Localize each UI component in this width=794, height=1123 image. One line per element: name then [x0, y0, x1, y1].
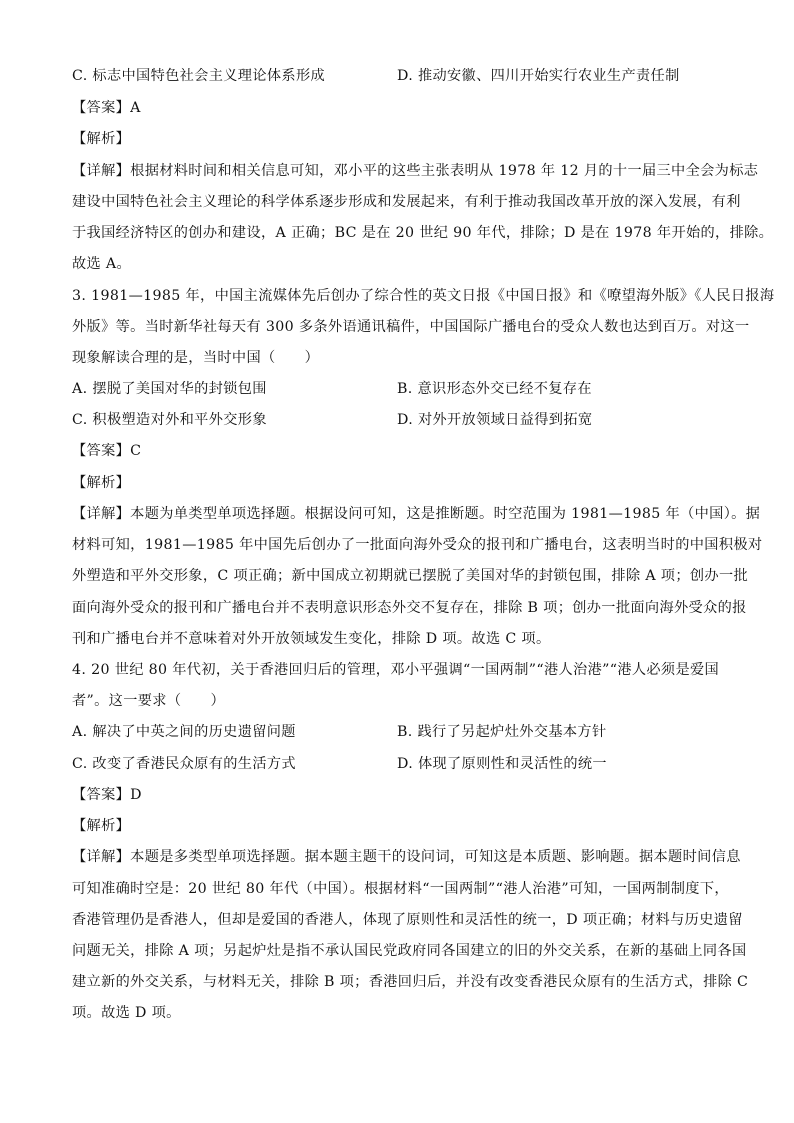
q4-stem-line: 4. 20 世纪 80 年代初，关于香港回归后的管理，邓小平强调“一国两制”“港人治港”“港人必须是爱国 [72, 662, 720, 678]
q2-analysis-label: 【解析】 [72, 131, 131, 147]
q2-option-d: D. 推动安徽、四川开始实行农业生产责任制 [397, 68, 680, 84]
q4-analysis-label: 【解析】 [72, 818, 131, 834]
q2-answer: 【答案】A [72, 100, 141, 116]
q3-detail-line: 【详解】本题为单类型单项选择题。根据设问可知，这是推断题。时空范围为 1981—1985 年（中国）。据 [72, 506, 761, 522]
q3-detail-line: 刊和广播电台并不意味着对外开放领域发生变化，排除 D 项。故选 C 项。 [72, 631, 551, 647]
q3-stem-line: 外版》等。当时新华社每天有 300 多条外语通讯稿件，中国国际广播电台的受众人数也达到百万。对这一 [72, 319, 750, 335]
q4-answer: 【答案】D [72, 787, 142, 803]
q3-stem-line: 3. 1981—1985 年，中国主流媒体先后创办了综合性的英文日报《中国日报》和《嘹望海外版》《人民日报海 [72, 288, 775, 304]
q4-detail-line: 香港管理仍是香港人，但却是爱国的香港人，体现了原则性和灵活性的统一，D 项正确；材料与历史遗留 [72, 912, 743, 928]
q4-stem-line: 者”。这一要求（ ） [72, 693, 225, 709]
q3-detail-line: 材料可知，1981—1985 年中国先后创办了一批面向海外受众的报刊和广播电台，这表明当时的中国积极对 [72, 537, 763, 553]
q4-option-c: C. 改变了香港民众原有的生活方式 [72, 756, 296, 772]
q3-answer: 【答案】C [72, 443, 142, 459]
q3-option-b: B. 意识形态外交已经不复存在 [397, 381, 592, 397]
q3-option-a: A. 摆脱了美国对华的封锁包围 [72, 381, 267, 397]
q3-detail-line: 外塑造和平外交形象，C 项正确；新中国成立初期就已摆脱了美国对华的封锁包围，排除 A 项；创办一批 [72, 568, 749, 584]
q2-detail-line: 故选 A。 [72, 256, 132, 272]
q3-detail-line: 面向海外受众的报刊和广播电台并不表明意识形态外交不复存在，排除 B 项；创办一批面向海外受众的报 [72, 600, 747, 616]
q3-option-c: C. 积极塑造对外和平外交形象 [72, 412, 267, 428]
q4-detail-line: 可知准确时空是：20 世纪 80 年代（中国）。根据材料“一国两制”“港人治港”可知，一国两制制度下， [72, 881, 729, 897]
q3-analysis-label: 【解析】 [72, 475, 131, 491]
q4-option-a: A. 解决了中英之间的历史遗留问题 [72, 724, 296, 740]
q2-option-c: C. 标志中国特色社会主义理论体系形成 [72, 68, 326, 84]
q4-detail-line: 【详解】本题是多类型单项选择题。据本题主题干的设问词，可知这是本质题、影响题。据本题时间信息 [72, 849, 741, 865]
q2-detail-line: 于我国经济特区的创办和建设，A 正确；BC 是在 20 世纪 90 年代，排除；D 是在 1978 年开始的，排除。 [72, 225, 774, 241]
q2-detail-line: 【详解】根据材料时间和相关信息可知，邓小平的这些主张表明从 1978 年 12 月的十一届三中全会为标志 [72, 163, 759, 179]
q2-detail-line: 建设中国特色社会主义理论的科学体系逐步形成和发展起来，有利于推动我国改革开放的深入发展，有利 [72, 194, 741, 210]
q3-option-d: D. 对外开放领域日益得到拓宽 [397, 412, 593, 428]
q4-option-b: B. 践行了另起炉灶外交基本方针 [397, 724, 607, 740]
q4-detail-line: 问题无关，排除 A 项；另起炉灶是指不承认国民党政府同各国建立的旧的外交关系，在新的基础上同各国 [72, 943, 747, 959]
q4-detail-line: 建立新的外交关系，与材料无关，排除 B 项；香港回归后，并没有改变香港民众原有的生活方式，排除 C [72, 974, 749, 990]
q4-detail-line: 项。故选 D 项。 [72, 1005, 181, 1021]
q3-stem-line: 现象解读合理的是，当时中国（ ） [72, 350, 320, 366]
q4-option-d: D. 体现了原则性和灵活性的统一 [397, 756, 607, 772]
